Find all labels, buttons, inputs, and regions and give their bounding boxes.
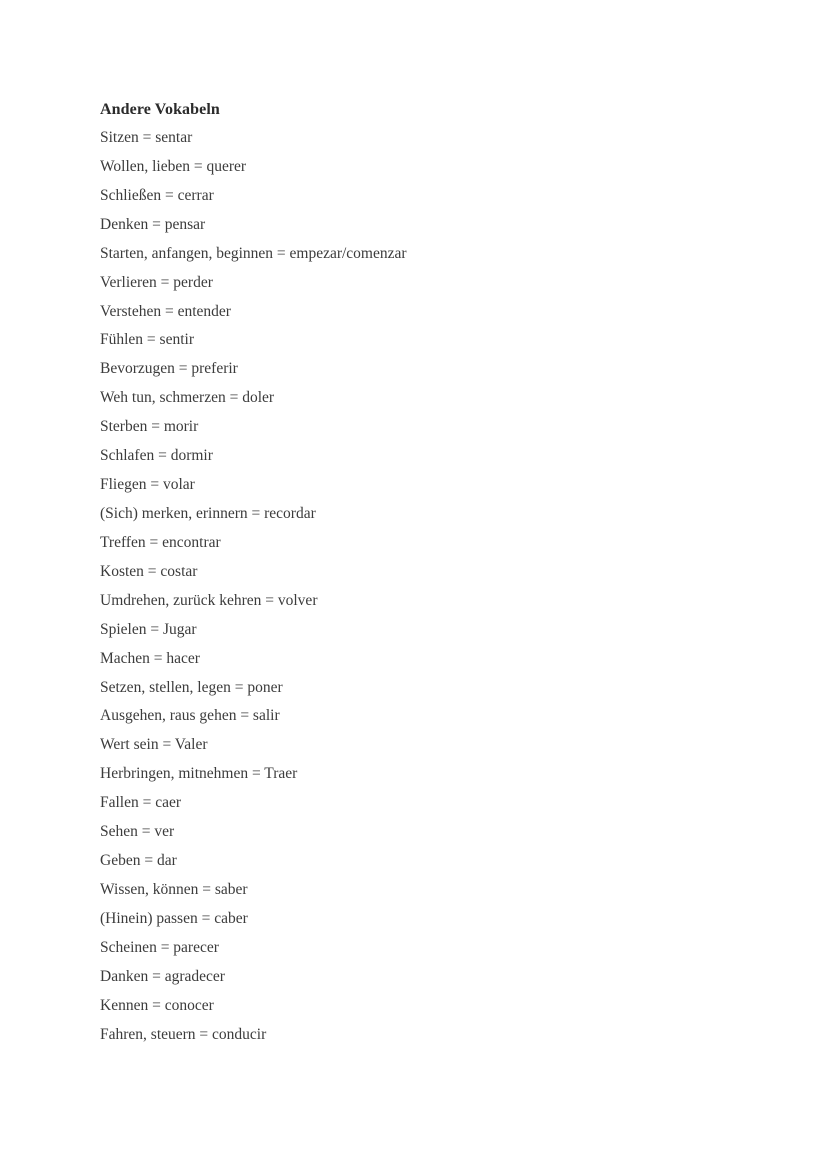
vocabulary-entry: Herbringen, mitnehmen = Traer (100, 765, 298, 783)
vocabulary-entry: Denken = pensar (100, 215, 206, 233)
vocabulary-entry: Sitzen = sentar (100, 129, 193, 146)
vocabulary-entry: Bevorzugen = preferir (100, 360, 238, 378)
vocabulary-entry: Umdrehen, zurück kehren = volver (100, 591, 318, 609)
vocabulary-entry: Verstehen = entender (100, 302, 231, 320)
vocabulary-entry: Wollen, lieben = querer (100, 157, 247, 175)
vocabulary-entry: Fallen = caer (100, 794, 182, 812)
vocabulary-entry: Wert sein = Valer (100, 736, 208, 754)
vocabulary-entry: Ausgehen, raus gehen = salir (100, 707, 280, 725)
vocabulary-entry: Schlafen = dormir (100, 447, 213, 465)
vocabulary-entry: Fahren, steuern = conducir (100, 1025, 267, 1043)
vocabulary-entry: Starten, anfangen, beginnen = empezar/comenzar (100, 244, 407, 262)
vocabulary-entry: Danken = agradecer (100, 967, 225, 985)
vocabulary-entry: Spielen = Jugar (100, 620, 197, 638)
vocabulary-entry: Sterben = morir (100, 418, 199, 436)
vocabulary-entry: Sehen = ver (100, 823, 175, 841)
vocabulary-entry: Verlieren = perder (100, 273, 213, 291)
vocabulary-entry: Machen = hacer (100, 649, 200, 667)
section-heading: Andere Vokabeln (100, 101, 220, 118)
vocabulary-entry: Wissen, können = saber (100, 880, 248, 898)
vocabulary-entry: Treffen = encontrar (100, 533, 221, 551)
vocabulary-entry: (Hinein) passen = caber (100, 909, 248, 927)
vocabulary-entry: Setzen, stellen, legen = poner (100, 678, 283, 696)
vocabulary-entry: Kosten = costar (100, 562, 198, 580)
vocabulary-entry: (Sich) merken, erinnern = recordar (100, 504, 316, 522)
vocabulary-entry: Scheinen = parecer (100, 938, 219, 956)
vocabulary-entry: Geben = dar (100, 852, 177, 870)
vocabulary-entry: Fühlen = sentir (100, 331, 194, 349)
vocabulary-list (100, 128, 780, 1045)
vocabulary-entry: Weh tun, schmerzen = doler (100, 389, 275, 407)
vocabulary-entry: Fliegen = volar (100, 476, 195, 494)
document-page (100, 99, 780, 1054)
vocabulary-entry: Kennen = conocer (100, 996, 214, 1014)
vocabulary-entry: Schließen = cerrar (100, 186, 214, 204)
